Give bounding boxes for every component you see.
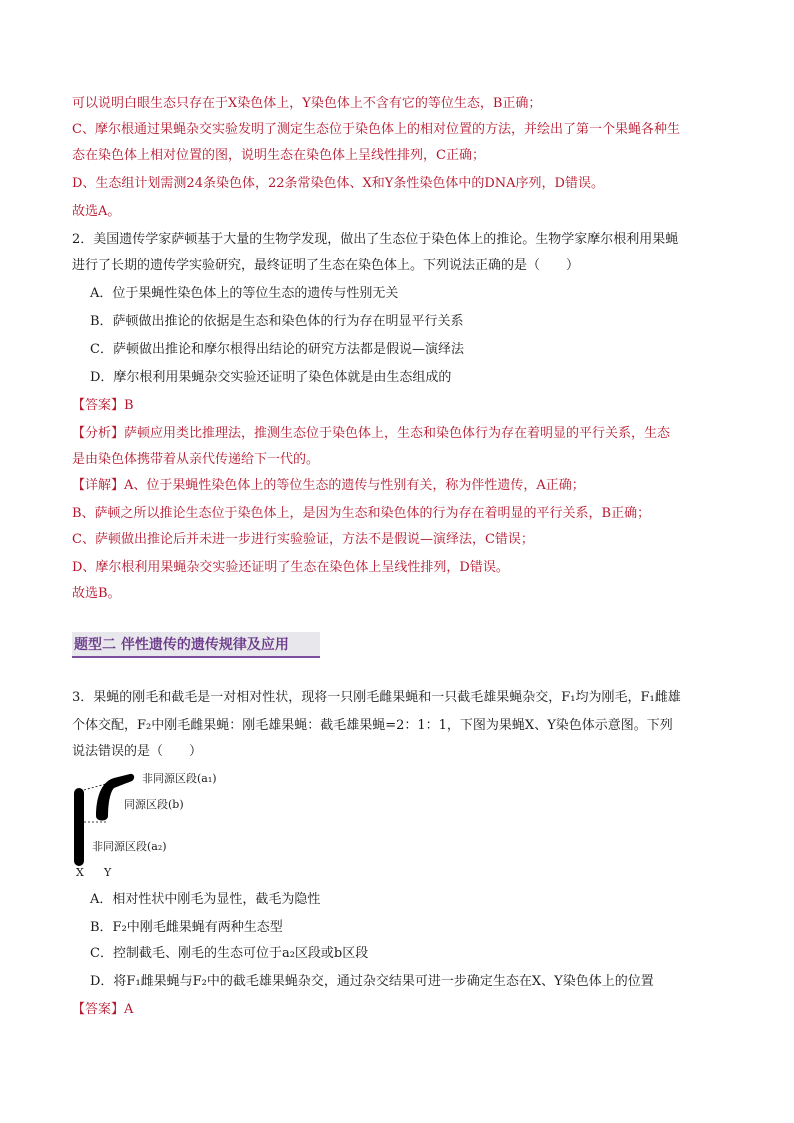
q2-analysis-2: 是由染色体携带着从亲代传递给下一代的。 [72, 452, 320, 467]
detail-tag: 【详解】 [72, 478, 125, 493]
prev-line-5: 故选A。 [72, 204, 121, 219]
detail-text-1: A、位于果蝇性染色体上的等位生态的遗传与性别有关，称为伴性遗传，A正确； [124, 478, 585, 493]
prev-line-1: 可以说明白眼生态只存在于X染色体上，Y染色体上不含有它的等位生态，B正确； [72, 96, 542, 111]
label-x: X [76, 866, 84, 879]
q2-stem-1: 2．美国遗传学家萨顿基于大量的生物学发现，做出了生态位于染色体上的推论。生物学家摩尔根利用果蝇 [72, 232, 679, 247]
answer-value: B [124, 398, 134, 413]
prev-line-4: D、生态组计划需测24条染色体，22条常染色体、X和Y条性染色体中的DNA序列，D错误。 [72, 176, 604, 191]
q3-answer [72, 1000, 133, 1020]
q3-option-c: C．控制截毛、刚毛的生态可位于a₂区段或b区段 [90, 946, 369, 961]
q2-answer [72, 396, 134, 416]
q3-option-a: A．相对性状中刚毛为显性，截毛为隐性 [90, 892, 321, 907]
q2-option-a: A．位于果蝇性染色体上的等位生态的遗传与性别无关 [90, 286, 399, 301]
prev-line-2: C、摩尔根通过果蝇杂交实验发明了测定生态位于染色体上的相对位置的方法，并绘出了第一个果蝇各种生 [72, 122, 680, 137]
q3-option-d: D．将F₁雌果蝇与F₂中的截毛雄果蝇杂交，通过杂交结果可进一步确定生态在X、Y染色体上的位置 [90, 974, 654, 989]
q2-option-d: D．摩尔根利用果蝇杂交实验还证明了染色体就是由生态组成的 [90, 370, 452, 385]
q2-option-c: C．萨顿做出推论和摩尔根得出结论的研究方法都是假说—演绎法 [90, 342, 464, 357]
chromosome-svg [70, 770, 270, 880]
label-y: Y [104, 866, 112, 879]
q3-stem-3: 说法错误的是（ ） [72, 744, 203, 759]
q2-option-b: B．萨顿做出推论的依据是生态和染色体的行为存在明显平行关系 [90, 314, 464, 329]
answer-tag: 【答案】 [72, 398, 125, 413]
q2-stem-2: 进行了长期的遗传学实验研究，最终证明了生态在染色体上。下列说法正确的是（ ） [72, 258, 580, 273]
q3-answer-tag: 【答案】 [72, 1002, 125, 1017]
q2-detail-2: B、萨顿之所以推论生态位于染色体上，是因为生态和染色体的行为存在着明显的平行关系，B正确； [72, 506, 651, 521]
prev-line-3: 态在染色体上相对位置的图，说明生态在染色体上呈线性排列，C正确； [72, 148, 485, 163]
label-a2: 非同源区段(a₂) [92, 840, 167, 853]
chromosome-diagram [70, 770, 270, 880]
label-a1: 非同源区段(a₁) [142, 772, 217, 785]
analysis-text-1: 萨顿应用类比推理法，推测生态位于染色体上，生态和染色体行为存在着明显的平行关系，生态 [124, 426, 671, 441]
section-heading [72, 632, 320, 658]
label-b: 同源区段(b) [124, 798, 184, 811]
x-chromosome [74, 788, 84, 866]
q2-detail-3: C、萨顿做出推论后并未进一步进行实验验证，方法不是假说—演绎法，C错误； [72, 532, 534, 547]
q2-analysis-1 [72, 424, 670, 444]
analysis-tag: 【分析】 [72, 426, 125, 441]
q3-stem-1: 3．果蝇的刚毛和截毛是一对相对性状，现将一只刚毛雌果蝇和一只截毛雄果蝇杂交，F₁均为刚毛，F₁雌雄 [72, 690, 681, 705]
section-title: 题型二 伴性遗传的遗传规律及应用 [74, 637, 289, 653]
q2-detail-4: D、摩尔根利用果蝇杂交实验还证明了生态在染色体上呈线性排列，D错误。 [72, 560, 509, 575]
q3-answer-value: A [124, 1002, 134, 1017]
q2-detail-1 [72, 476, 585, 496]
q3-option-b: B．F₂中刚毛雌果蝇有两种生态型 [90, 920, 283, 935]
q3-stem-2: 个体交配，F₂中刚毛雌果蝇：刚毛雄果蝇：截毛雄果蝇=2：1：1，下图为果蝇X、Y染色体示意图。下列 [72, 718, 673, 733]
q2-final: 故选B。 [72, 586, 121, 601]
